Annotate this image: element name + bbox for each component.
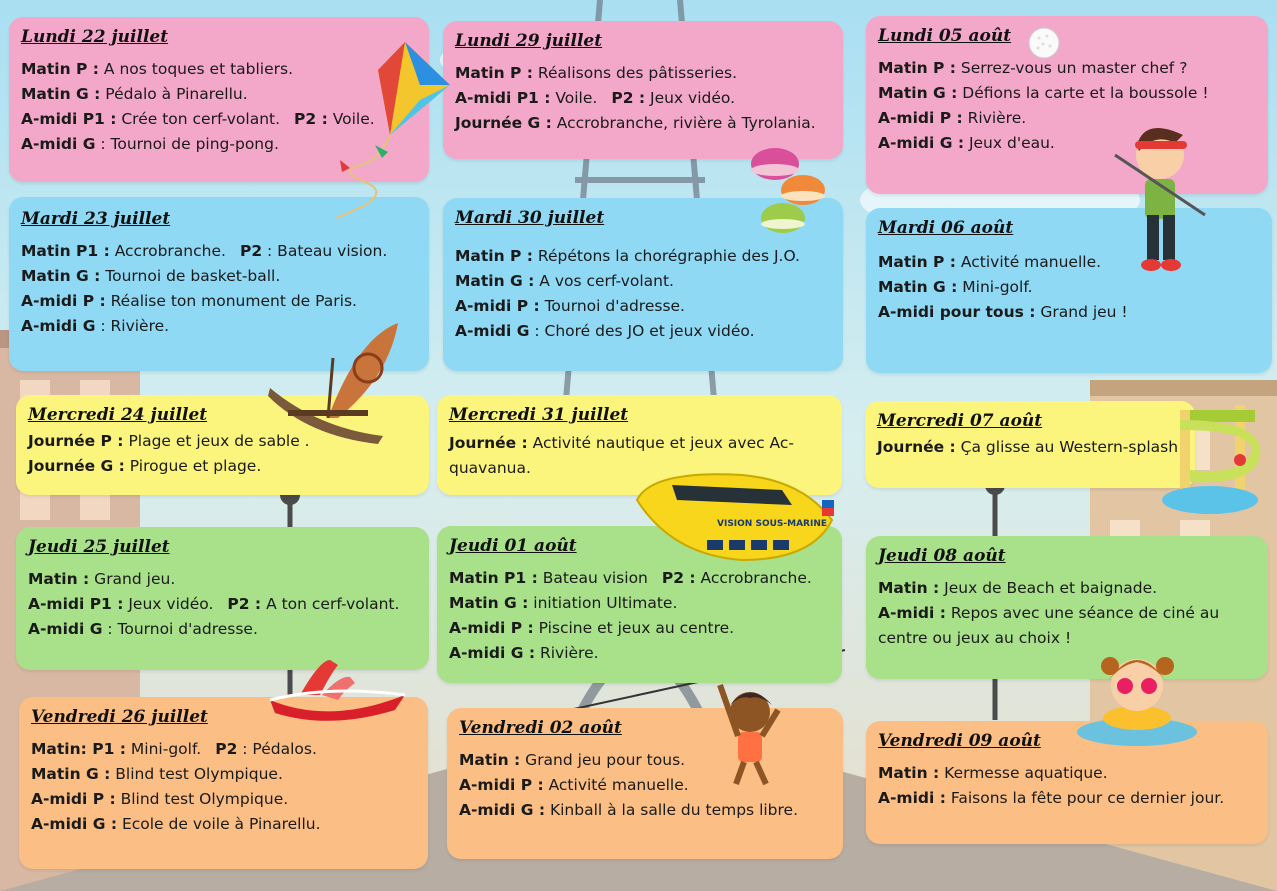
activity-text: Serrez-vous un master chef ? xyxy=(956,59,1188,77)
activity-text: Accrobranche. xyxy=(109,242,226,260)
activity-label: A-midi G : xyxy=(878,134,965,152)
activity-line xyxy=(878,275,1260,300)
activity-label: A-midi : xyxy=(878,789,946,807)
activity-text: Pirogue et plage. xyxy=(124,457,262,475)
activity-text: Accrobranche. xyxy=(695,569,812,587)
activity-line xyxy=(31,762,416,787)
activity-label: P2 : xyxy=(611,89,646,107)
activity-text: : Tournoi de ping-pong. xyxy=(95,135,279,153)
activity-text: Activité nautique et jeux avec Ac-quavanua. xyxy=(449,434,794,477)
activity-label: Matin P : xyxy=(455,247,533,265)
activity-line xyxy=(21,264,417,289)
activity-line xyxy=(878,576,1256,601)
activity-line xyxy=(28,592,417,617)
activity-text: Activité manuelle. xyxy=(956,253,1102,271)
activity-label: A-midi P1 : xyxy=(455,89,551,107)
activity-label: Journée G : xyxy=(28,457,125,475)
activity-text: Jeux vidéo. xyxy=(123,595,214,613)
activity-line xyxy=(455,111,831,136)
activity-label: A-midi G : xyxy=(31,815,118,833)
activity-label: P2 xyxy=(215,740,238,758)
day-title: Mardi 06 août xyxy=(878,218,1014,238)
activity-label: P2 : xyxy=(294,110,328,128)
activity-text: Grand jeu pour tous. xyxy=(520,751,686,769)
activity-label: Journée G : xyxy=(455,114,552,132)
activity-line xyxy=(21,239,417,264)
activity-line xyxy=(449,641,830,666)
activities xyxy=(28,567,417,642)
activity-text: Activité manuelle. xyxy=(543,776,689,794)
activity-label: A-midi G : xyxy=(449,644,536,662)
activity-text: A vos cerf-volant. xyxy=(534,272,674,290)
activity-text: Ça glisse au Western-splash xyxy=(955,438,1179,456)
activity-text: Jeux vidéo. xyxy=(645,89,736,107)
activity-text: Ecole de voile à Pinarellu. xyxy=(117,815,321,833)
activity-label: A-midi pour tous : xyxy=(878,303,1036,321)
day-card-jeudi-08-aout xyxy=(866,536,1268,679)
boat-label: VISION SOUS-MARINE xyxy=(717,519,827,529)
activity-text: Crée ton cerf-volant. xyxy=(116,110,281,128)
activity-label: A-midi P : xyxy=(449,619,534,637)
activity-text: Répétons la chorégraphie des J.O. xyxy=(533,247,800,265)
activity-label: Matin P1 : xyxy=(449,569,538,587)
activity-label: Matin : xyxy=(878,764,940,782)
activities xyxy=(449,566,830,666)
activity-text: Rivière. xyxy=(962,109,1027,127)
activity-line xyxy=(878,300,1260,325)
activity-label: A-midi P : xyxy=(455,297,540,315)
activity-text: : Pédalos. xyxy=(237,740,317,758)
activity-line xyxy=(455,244,831,269)
activity-text: Grand jeu ! xyxy=(1035,303,1128,321)
day-title: Jeudi 01 août xyxy=(449,536,577,556)
golf-ball-icon xyxy=(1027,26,1061,60)
day-title: Mardi 30 juillet xyxy=(455,208,605,228)
activity-label: Matin P : xyxy=(878,253,956,271)
activity-text: Repos avec une séance de ciné au centre ou jeux au choix ! xyxy=(878,604,1220,647)
activity-text: Kermesse aquatique. xyxy=(939,764,1108,782)
submarine-boat-icon xyxy=(632,460,837,570)
day-title: Lundi 05 août xyxy=(878,26,1012,46)
day-card-vendredi-09-aout xyxy=(866,721,1268,844)
day-title: Mercredi 24 juillet xyxy=(28,405,208,425)
activity-text: Réalisons des pâtisseries. xyxy=(533,64,738,82)
activity-label: Matin: P1 : xyxy=(31,740,126,758)
activity-line xyxy=(459,798,831,823)
macarons-icon xyxy=(745,142,835,242)
activity-label: Journée : xyxy=(449,434,528,452)
activity-label: Matin G : xyxy=(449,594,529,612)
activity-line xyxy=(28,454,417,479)
activity-text: : Choré des JO et jeux vidéo. xyxy=(529,322,755,340)
activity-text: Faisons la fête pour ce dernier jour. xyxy=(945,789,1225,807)
activity-text: : Bateau vision. xyxy=(262,242,388,260)
activity-text: Mini-golf. xyxy=(957,278,1033,296)
activity-label: A-midi P : xyxy=(459,776,544,794)
day-title: Mercredi 31 juillet xyxy=(449,405,629,425)
activity-text: Blind test Olympique. xyxy=(115,790,289,808)
activity-line xyxy=(31,812,416,837)
activity-label: Matin G : xyxy=(21,85,101,103)
day-card-jeudi-25-juillet xyxy=(16,527,429,670)
activity-line xyxy=(878,761,1256,786)
activity-label: A-midi G xyxy=(28,620,103,638)
activity-label: P2 xyxy=(239,242,263,260)
day-title: Vendredi 02 août xyxy=(459,718,622,738)
activity-text: A ton cerf-volant. xyxy=(261,595,400,613)
activity-label: Matin : xyxy=(878,579,940,597)
activity-text: Rivière. xyxy=(535,644,599,662)
activity-text: Mini-golf. xyxy=(125,740,202,758)
activity-text: Jeux de Beach et baignade. xyxy=(939,579,1158,597)
day-title: Jeudi 08 août xyxy=(878,546,1006,566)
activity-text: Piscine et jeux au centre. xyxy=(533,619,735,637)
activities xyxy=(877,435,1183,460)
activity-line xyxy=(455,319,831,344)
activity-line xyxy=(31,737,416,762)
activity-label: A-midi P : xyxy=(21,292,106,310)
activity-label: Matin G : xyxy=(878,84,958,102)
activity-line xyxy=(28,617,417,642)
activity-text: Kinball à la salle du temps libre. xyxy=(545,801,799,819)
day-card-lundi-29-juillet xyxy=(443,21,843,159)
activity-label: Matin P : xyxy=(21,60,99,78)
activity-label: Matin : xyxy=(28,570,90,588)
day-title: Vendredi 09 août xyxy=(878,731,1041,751)
swimming-girl-icon xyxy=(1075,640,1200,748)
activity-text: Tournoi d'adresse. xyxy=(539,297,685,315)
activity-line xyxy=(21,289,417,314)
activity-label: A-midi G xyxy=(21,317,96,335)
activity-text: A nos toques et tabliers. xyxy=(99,60,294,78)
activity-label: Matin : xyxy=(459,751,521,769)
activity-label: Matin P : xyxy=(455,64,533,82)
activity-text: Jeux d'eau. xyxy=(964,134,1055,152)
activity-line xyxy=(878,81,1256,106)
activity-line xyxy=(28,567,417,592)
activity-label: Matin G : xyxy=(878,278,958,296)
activity-label: Journée P : xyxy=(28,432,124,450)
activity-text: : Rivière. xyxy=(95,317,170,335)
activity-line xyxy=(878,56,1256,81)
pedalo-icon xyxy=(260,655,410,725)
activity-label: P2 : xyxy=(661,569,696,587)
activity-text: : Tournoi d'adresse. xyxy=(102,620,258,638)
golfer-boy-icon xyxy=(1105,115,1215,275)
activity-text: Voile. xyxy=(550,89,598,107)
day-card-mercredi-07-aout xyxy=(865,401,1195,488)
activity-text: Blind test Olympique. xyxy=(110,765,283,783)
activity-label: A-midi P1 : xyxy=(21,110,117,128)
day-title: Jeudi 25 juillet xyxy=(28,537,170,557)
activity-text: Tournoi de basket-ball. xyxy=(100,267,281,285)
activity-label: A-midi G xyxy=(455,322,530,340)
day-title: Lundi 22 juillet xyxy=(21,27,169,47)
activity-line xyxy=(455,86,831,111)
activity-label: A-midi P : xyxy=(878,109,963,127)
activity-line xyxy=(455,61,831,86)
activity-text: Pédalo à Pinarellu. xyxy=(100,85,248,103)
activity-label: A-midi P1 : xyxy=(28,595,124,613)
activity-label: A-midi G : xyxy=(459,801,546,819)
day-title: Mardi 23 juillet xyxy=(21,209,171,229)
activity-label: P2 : xyxy=(227,595,262,613)
activity-line xyxy=(449,591,830,616)
activity-text: Grand jeu. xyxy=(89,570,176,588)
activity-label: A-midi G xyxy=(21,135,96,153)
activities xyxy=(455,244,831,344)
activity-label: Matin P : xyxy=(878,59,956,77)
activity-text: Réalise ton monument de Paris. xyxy=(105,292,357,310)
activity-line xyxy=(449,616,830,641)
activity-label: Journée : xyxy=(877,438,956,456)
day-title: Mercredi 07 août xyxy=(877,411,1043,431)
activity-line xyxy=(877,435,1183,460)
day-title: Vendredi 26 juillet xyxy=(31,707,208,727)
activity-line xyxy=(455,294,831,319)
activity-label: Matin P1 : xyxy=(21,242,110,260)
activities xyxy=(31,737,416,837)
activity-line xyxy=(878,786,1256,811)
zipline-girl-icon xyxy=(700,680,795,790)
activity-label: A-midi : xyxy=(878,604,946,622)
activity-text: Accrobranche, rivière à Tyrolania. xyxy=(551,114,816,132)
activities xyxy=(878,761,1256,811)
activity-text: Voile. xyxy=(327,110,375,128)
day-title: Lundi 29 juillet xyxy=(455,31,603,51)
activity-line xyxy=(455,269,831,294)
activity-text: Plage et jeux de sable . xyxy=(123,432,310,450)
activity-label: Matin G : xyxy=(455,272,535,290)
water-slide-icon xyxy=(1160,400,1265,520)
activity-line xyxy=(31,787,416,812)
kite-icon xyxy=(320,40,455,220)
activity-text: initiation Ultimate. xyxy=(528,594,678,612)
canoe-icon xyxy=(268,318,408,450)
activity-text: Bateau vision xyxy=(537,569,648,587)
activity-label: Matin G : xyxy=(21,267,101,285)
activity-label: Matin G : xyxy=(31,765,111,783)
activity-text: Défions la carte et la boussole ! xyxy=(957,84,1209,102)
activity-label: A-midi P : xyxy=(31,790,116,808)
activities xyxy=(455,61,831,136)
